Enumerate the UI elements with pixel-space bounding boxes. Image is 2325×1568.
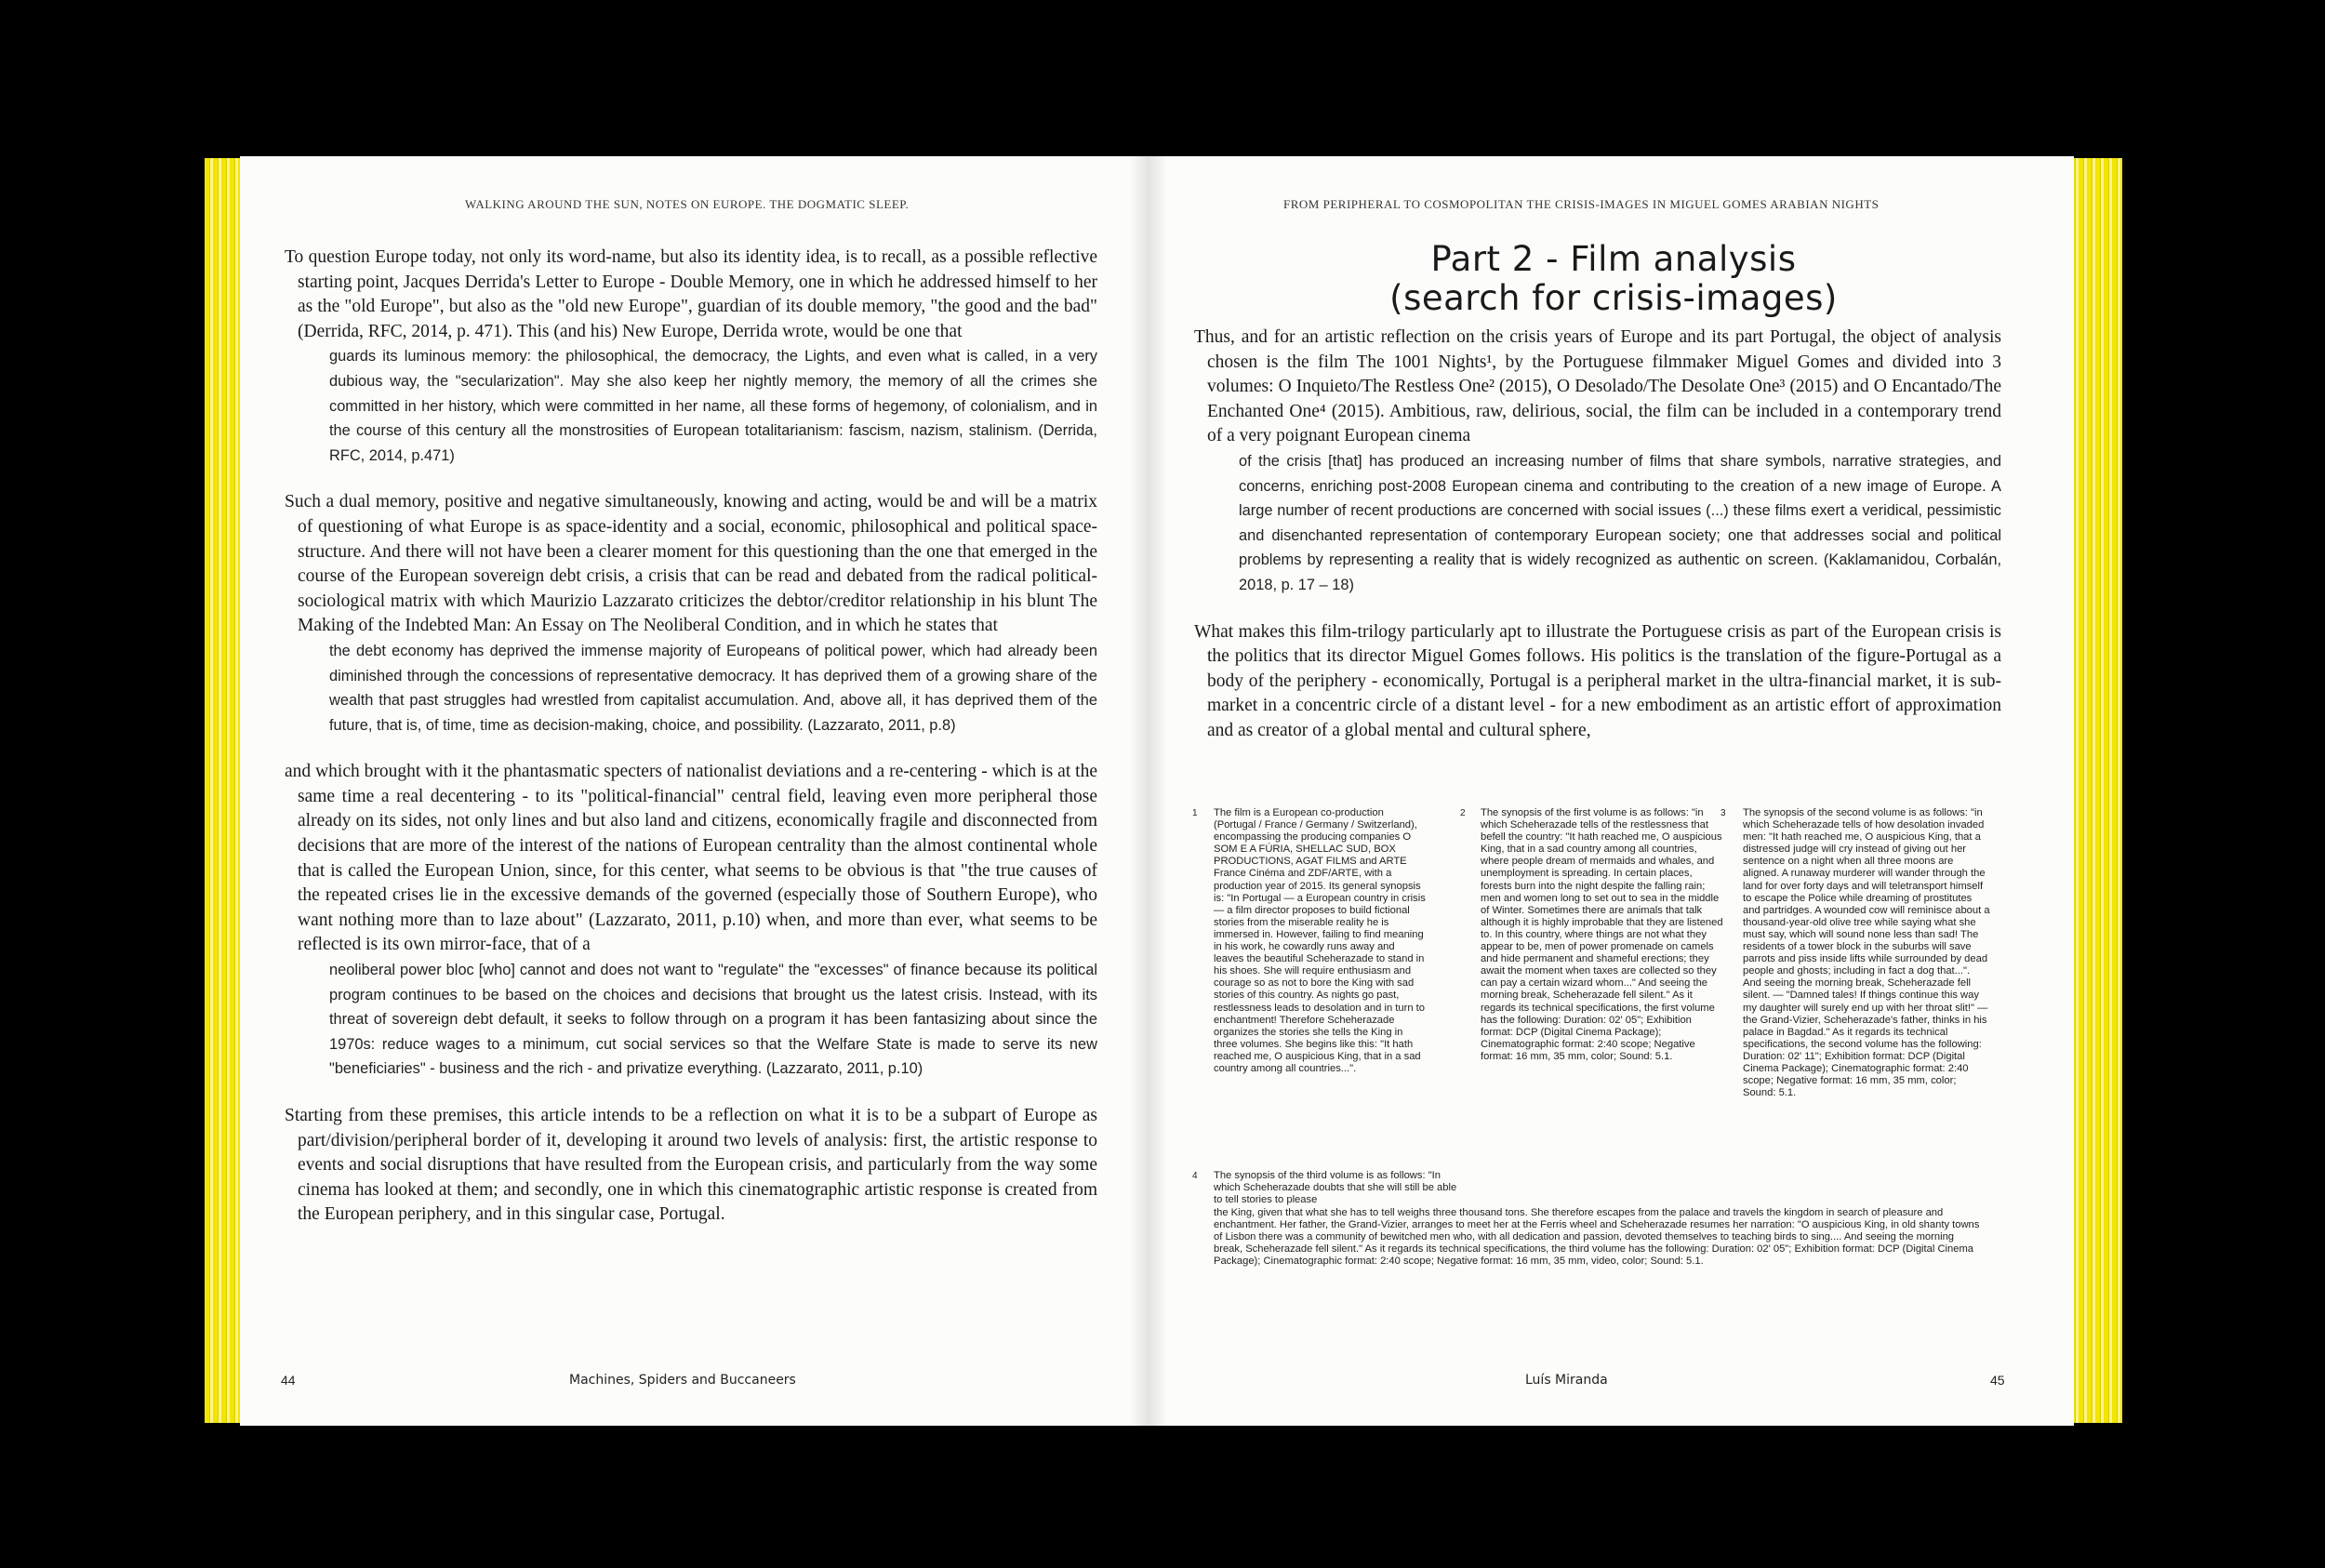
section-title-line2: (search for crisis-images): [1389, 278, 1838, 318]
author-footer: Luís Miranda: [1525, 1373, 1608, 1388]
paragraph: Thus, and for an artistic reflection on the crisis years of Europe and its part Portugal, the object of analysis chosen is the film The 1001 Nights¹, by the Portuguese filmmaker Miguel Gomes and divided into 3 volumes: O Inquieto/The Restless One² (2015), O Desolado/The Desolate One³ (2015) and O Encantado/The Enchanted One⁴ (2015). Ambitious, raw, delirious, social, the film can be included in a contemporary trend of a very poignant European cinema: [1194, 327, 2001, 446]
paragraph: What makes this film-trilogy particularly apt to illustrate the Portuguese crisis as part of the European crisis is the politics that its director Miguel Gomes follows. His politics is the translation of the figure-Portugal as a body of the periphery - economically, Portugal is a peripheral market in the ultra-financial market, it is sub-market in a concentric circle of a distant level - for a new embodiment as an artistic effort of approximation and as creator of a global mental and cultural sphere,: [1194, 621, 2001, 740]
block-quote: the debt economy has deprived the immense majority of Europeans of political power, which had already been diminished through the concessions of representative democracy. It has deprived them of a growing share of the wealth that past struggles had wrestled from capitalist accumulation. And, above all, it has deprived them of the future, that is, of time, time as decision-making, choice, and possibility. (Lazzarato, 2011, p.8): [329, 642, 1097, 734]
footnote-2: The synopsis of the first volume is as follows: "in which Scheherazade tells of the restlessness that befell the country: "It hath reached me, O auspicious King, that in a sad country among all countries, where people dream of mermaids and whales, and unemployment is spreading. In certain places, forests burn into the night despite the falling rain; men and women long to set out to sea in the middle of Winter. Sometimes there are animals that talk although it is highly improbable that they are listened to. In this country, where things are not what they appear to be, men of power promenade on camels and hide permanent and shameful erections; they await the moment when taxes are collected so they can pay a certain wizard whom..." And seeing the morning break, Scheherazade fell silent." As it regards its technical specifications, the first volume has the following: Duration: 02' 05"; Exhibition format: DCP (Digital Cinema Package); Cinematographic format: 2:40 scope; Negative format: 16 mm, 35 mm, color; Sound: 5.1.: [1481, 807, 1723, 1062]
footnote-number: 3: [1720, 808, 1726, 818]
paragraph: Starting from these premises, this article intends to be a reflection on what it is to be a subpart of Europe as part/division/peripheral border of it, developing it around two levels of analysis: first, the artistic response to events and social disruptions that have resulted from the European crisis, and particularly from the way some cinema has looked at them; and secondly, one in which this cinematographic artistic response is created from the European periphery, and in this singular case, Portugal.: [285, 1106, 1097, 1225]
footnote-3: The synopsis of the second volume is as follows: "in which Scheherazade tells of how desolation invaded men: "It hath reached me, O auspicious King, that a distressed judge will cry instead of giving out her sentence on a night when all three moons are aligned. A runaway murderer will wander through the land for over forty days and will teletransport himself to escape the Police while dreaming of prostitutes and partridges. A wounded cow will reminisce about a thousand-year-old olive tree while saying what she must say, which will sound none less than sad! The residents of a tower block in the suburbs will save parrots and piss inside lifts while surrounded by dead people and ghosts; including in fact a dog that...". And seeing the morning break, Scheherazade fell silent. — "Damned tales! If things continue this way my daughter will surely end up with her throat slit!" — the Grand-Vizier, Scheherazade's father, thinks in his palace in Bagdad." As it regards its technical specifications, the second volume has the following: Duration: 02' 11"; Exhibition format: DCP (Digital Cinema Package); Cinematographic format: 2:40 scope; Negative format: 16 mm, 35 mm, color; Sound: 5.1.: [1743, 807, 1990, 1099]
block-quote: guards its luminous memory: the philosophical, the democracy, the Lights, and even what is called, in a very dubious way, the "secularization". May she also keep her nightly memory, the memory of all the crimes she committed in her history, which were committed in her name, all these forms of hegemony, of colonialism, and in the course of this century all the monstrosities of European totalitarianism: fascism, nazism, stalinism. (Derrida, RFC, 2014, p.471): [329, 348, 1097, 464]
page-edge-right: [2070, 158, 2122, 1423]
right-running-head: FROM PERIPHERAL TO COSMOPOLITAN THE CRISIS-IMAGES IN MIGUEL GOMES ARABIAN NIGHTS: [1283, 197, 1880, 211]
left-body: [285, 246, 1097, 1228]
paragraph: and which brought with it the phantasmatic specters of nationalist deviations and a re-centering - which is at the same time a real decentering - to its "political-financial" central field, leaving even more peripheral those already on its sides, not only lines and but also land and citizens, economically fragile and disconnected from decisions that are more of the interest of the nations of European centrality than the almost continental whole that is called the European Union, since, for this center, what seems to be obvious is that "the true causes of the repeated crises lie in the excessive demands of the governed (especially those of Southern Europe), who want nothing more than to laze about" (Lazzarato, 2011, p.10) when, and more than ever, what seems to be reflected is its own mirror-face, that of a: [285, 762, 1097, 955]
section-title-line1: Part 2 - Film analysis: [1430, 239, 1797, 279]
footnote-1: The film is a European co-production (Portugal / France / Germany / Switzerland), encompassing the producing companies O SOM E A FÚRIA, SHELLAC SUD, BOX PRODUCTIONS, AGAT FILMS and ARTE France Cinéma and ZDF/ARTE, with a production year of 2015. Its general synopsis is: "In Portugal — a European country in crisis — a film director proposes to build fictional stories from the miserable reality he is immersed in. However, failing to find meaning in his work, he cowardly runs away and leaves the beautiful Scheherazade to stand in his shoes. She will require enthusiasm and courage so as not to bore the King with sad stories of this country. As nights go past, restlessness leads to desolation and in turn to enchantment! Therefore Scheherazade organizes the stories she tells the King in three volumes. She begins like this: "It hath reached me, O auspicious King, that in a sad country among all countries...".: [1214, 807, 1426, 1074]
footnote-number: 4: [1192, 1171, 1198, 1181]
footnote-number: 1: [1192, 808, 1198, 818]
right-body: [1194, 326, 2001, 744]
footnote-4-continued: the King, given that what she has to tell weighs three thousand tons. She therefore escapes from the palace and travels the kingdom in search of pleasure and enchantment. Her father, the Grand-Vizier, arranges to meet her at the Ferris wheel and Scheherazade resumes her narration: "O auspicious King, in old shanty towns of Lisbon there was a community of bewitched men who, with all dedication and passion, devoted themselves to teaching birds to sing.... And seeing the morning break, Scheherazade fell silent." As it regards its technical specifications, the third volume has the following: Duration: 02' 05"; Exhibition format: DCP (Digital Cinema Package); Cinematographic format: 2:40 scope; Negative format: 16 mm, 35 mm, video, color; Sound: 5.1.: [1214, 1207, 1980, 1268]
page-edge-left: [205, 158, 242, 1423]
footnote-number: 2: [1460, 808, 1466, 818]
book-gutter: [1130, 156, 1167, 1426]
left-running-head: WALKING AROUND THE SUN, NOTES ON EUROPE. THE DOGMATIC SLEEP.: [465, 197, 910, 211]
paragraph: Such a dual memory, positive and negative simultaneously, knowing and acting, would be and will be a matrix of questioning of what Europe is as space-identity and a social, economic, philosophical and political space-structure. And there will not have been a clearer moment for this questioning than the one that emerged in the course of the European sovereign debt crisis, a crisis that can be read and debated from the radical political-sociological matrix with which Maurizio Lazzarato criticizes the debtor/creditor relationship in his blunt The Making of the Indebted Man: An Essay on The Neoliberal Condition, and in which he states that: [285, 492, 1097, 636]
page-number-right: 45: [1990, 1373, 2005, 1388]
book-title-footer: Machines, Spiders and Buccaneers: [569, 1373, 796, 1388]
paragraph: To question Europe today, not only its word-name, but also its identity idea, is to recall, as a possible reflective starting point, Jacques Derrida's Letter to Europe - Double Memory, one in which he addressed himself to her as the "old Europe", but also as the "old new Europe", guardian of its double memory, "the good and the bad" (Derrida, RFC, 2014, p. 471). This (and his) New Europe, Derrida wrote, would be one that: [285, 247, 1097, 341]
section-title: [1195, 240, 2032, 318]
block-quote: neoliberal power bloc [who] cannot and does not want to "regulate" the "excesses" of finance because its political program continues to be based on the choices and decisions that brought us the latest crisis. Instead, with its threat of sovereign debt default, it seeks to follow through on a program it has been fantasizing about since the 1970s: reduce wages to a minimum, cut social services so that the Welfare State is made to serve its new "beneficiaries" - business and the rich - and privatize everything. (Lazzarato, 2011, p.10): [329, 962, 1097, 1078]
block-quote: of the crisis [that] has produced an increasing number of films that share symbols, narrative strategies, and concerns, enriching post-2008 European cinema and contributing to the creation of a new image of Europe. A large number of recent productions are concerned with social issues (...) these films exert a veridical, pessimistic and disenchanted representation of contemporary European society; one that addresses social and political problems by representing a reality that is widely recognized as authentic on screen. (Kaklamanidou, Corbalán, 2018, p. 17 – 18): [1239, 452, 2001, 593]
footnote-4-start: The synopsis of the third volume is as follows: "In which Scheherazade doubts that she will still be able to tell stories to please: [1214, 1170, 1457, 1206]
page-number-left: 44: [281, 1373, 296, 1388]
